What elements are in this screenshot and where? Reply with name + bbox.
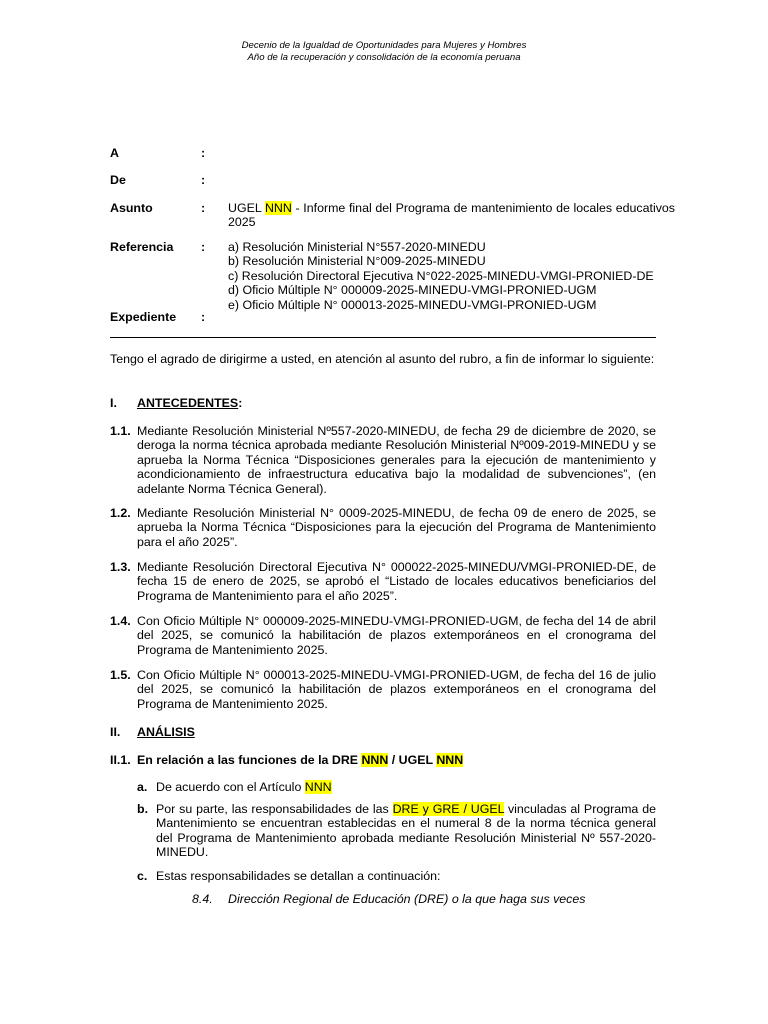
memo-referencia-label: Referencia xyxy=(110,240,174,254)
subsection-highlight: NNN xyxy=(361,753,389,767)
list-item-highlight: DRE y GRE / UGEL xyxy=(392,802,505,816)
list-item-highlight: NNN xyxy=(304,780,332,794)
header-line-2: Año de la recuperación y consolidación de la economía peruana xyxy=(247,52,521,63)
memo-a-label: A xyxy=(110,146,119,160)
memo-colon: : xyxy=(201,310,206,324)
section-2-number: II. xyxy=(110,725,121,739)
asunto-text: - Informe final del Programa de mantenimiento de locales educativos 2025 xyxy=(228,201,675,230)
list-item-text: De acuerdo con el Artículo xyxy=(156,780,305,794)
section-1-heading xyxy=(137,396,242,410)
memo-expediente-label: Expediente xyxy=(110,310,177,324)
subsection-heading xyxy=(137,753,463,767)
memo-asunto-label: Asunto xyxy=(110,201,153,215)
referencia-item: c) Resolución Directoral Ejecutiva N°022-2025-MINEDU-VMGI-PRONIED-DE xyxy=(228,268,654,283)
item-text: Mediante Resolución Ministerial Nº557-2020-MINEDU, de fecha 29 de diciembre de 2020, se deroga la norma técnica aprobada mediante Resolución Ministerial Nº009-2019-MINEDU y se aprueba la Norma Técnica “Disposiciones generales para la ejecución de mantenimiento y acondicionamiento de infraestructura educativa bajo la modalidad de subvenciones”, (en adelante Norma Técnica General). xyxy=(137,424,656,496)
referencia-item: b) Resolución Ministerial N°009-2025-MINEDU xyxy=(228,254,486,269)
list-item-b xyxy=(156,802,656,860)
item-text: Con Oficio Múltiple N° 000013-2025-MINEDU-VMGI-PRONIED-UGM, de fecha del 16 de julio del 2025, se comunicó la habilitación de plazos extemporáneos en el cronograma del Programa de Mantenimiento 2025. xyxy=(137,668,656,711)
section-1-title: ANTECEDENTES xyxy=(137,396,239,410)
item-number: 1.4. xyxy=(110,614,131,628)
item-text: Mediante Resolución Ministerial N° 0009-2025-MINEDU, de fecha 09 de enero de 2025, se aprueba la Norma Técnica “Disposiciones para la ejecución del Programa de Mantenimiento para el año 2025”. xyxy=(137,506,656,549)
list-label-b: b. xyxy=(137,802,149,816)
item-number: 1.1. xyxy=(110,424,131,438)
item-number: 1.3. xyxy=(110,560,131,574)
section-1-title-suffix: : xyxy=(238,396,243,410)
memo-asunto-value xyxy=(228,201,675,230)
list-item-text: Por su parte, las responsabilidades de las xyxy=(156,802,393,816)
item-text: Mediante Resolución Directoral Ejecutiva N° 000022-2025-MINEDU/VMGI-PRONIED-DE, de fecha 15 de enero de 2025, se aprobó el “Listado de locales educativos beneficiarios del Programa de Mantenimiento para el año 2025”. xyxy=(137,560,656,603)
asunto-highlight: NNN xyxy=(264,201,292,215)
document-header xyxy=(0,40,768,64)
memo-colon: : xyxy=(201,146,206,160)
intro-paragraph: Tengo el agrado de dirigirme a usted, en atención al asunto del rubro, a fin de informar lo siguiente: xyxy=(110,352,655,366)
section-1-number: I. xyxy=(110,396,117,410)
list-label-c: c. xyxy=(137,869,148,883)
separator-rule xyxy=(110,337,656,338)
memo-referencias-list xyxy=(228,240,688,312)
list-item-c: Estas responsabilidades se detallan a continuación: xyxy=(156,869,441,883)
list-item-a xyxy=(156,780,656,794)
subsection-highlight: NNN xyxy=(436,753,464,767)
subsection-number: II.1. xyxy=(110,753,131,767)
memo-colon: : xyxy=(201,240,206,254)
referencia-item: d) Oficio Múltiple N° 000009-2025-MINEDU-VMGI-PRONIED-UGM xyxy=(228,283,597,298)
list-item-text: vinculadas al Programa de Mantenimiento se encuentran establecidas en el numeral 8 de la norma técnica general del Programa de Mantenimiento aprobada mediante Resolución Ministerial Nº 557-2020-MINEDU. xyxy=(156,802,656,860)
memo-de-label: De xyxy=(110,173,126,187)
memo-colon: : xyxy=(201,173,206,187)
section-2-title: ANÁLISIS xyxy=(137,725,195,739)
referencia-item: a) Resolución Ministerial N°557-2020-MINEDU xyxy=(228,240,486,254)
subsection-text: En relación a las funciones de la DRE xyxy=(137,753,362,767)
referencia-item: e) Oficio Múltiple N° 000013-2025-MINEDU-VMGI-PRONIED-UGM xyxy=(228,297,597,312)
asunto-text: UGEL xyxy=(228,201,265,215)
item-number: 1.2. xyxy=(110,506,131,520)
list-label-a: a. xyxy=(137,780,148,794)
item-text: Con Oficio Múltiple N° 000009-2025-MINEDU-VMGI-PRONIED-UGM, de fecha del 14 de abril del 2025, se comunicó la habilitación de plazos extemporáneos en el cronograma del Programa de Mantenimiento 2025. xyxy=(137,614,656,657)
subitem-8-4-number: 8.4. xyxy=(192,892,213,906)
subsection-text: / UGEL xyxy=(388,753,437,767)
subitem-8-4-text: Dirección Regional de Educación (DRE) o la que haga sus veces xyxy=(228,892,586,906)
header-line-1: Decenio de la Igualdad de Oportunidades para Mujeres y Hombres xyxy=(241,40,527,51)
memo-colon: : xyxy=(201,201,206,215)
item-number: 1.5. xyxy=(110,668,131,682)
